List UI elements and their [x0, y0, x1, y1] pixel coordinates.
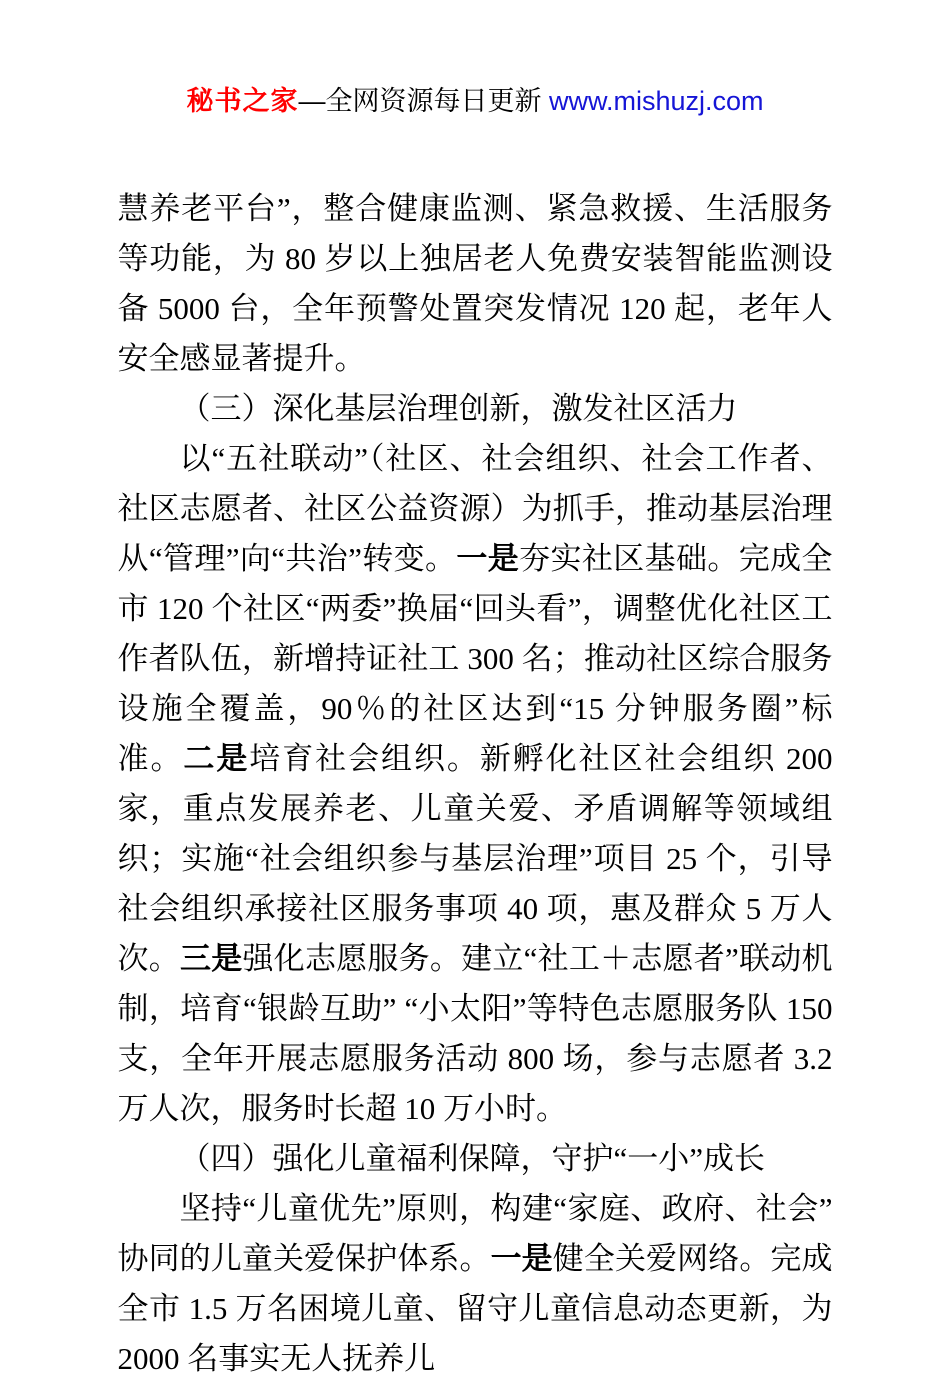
section-heading [118, 384, 833, 434]
emphasis-run: 二是 [183, 741, 250, 776]
text-run: 慧养老平台”，整合健康监测、紧急救援、生活服务等功能，为 80 岁以上独居老人免费安装智能监测设备 5000 台，全年预警处置突发情况 120 起，老年人安全感显著提升。 [117, 191, 833, 376]
text-run: 夯实社区基础。完成全市 120 个社区“两委”换届“回头看”，调整优化社区工作者队伍，新增持证社工 300 名；推动社区综合服务设施全覆盖，90％的社区达到“15 分钟服务圈”标准。 [117, 541, 833, 776]
text-run: （四）强化儿童福利保障，守护“一小”成长 [179, 1141, 766, 1176]
text-run: 健全关爱网络。完成全市 1.5 万名困境儿童、留守儿童信息动态更新，为 2000 名事实无人抚养儿 [117, 1241, 833, 1376]
section-heading [118, 1134, 833, 1184]
text-run: 强化志愿服务。建立“社工＋志愿者”联动机制，培育“银龄互助” “小太阳”等特色志愿服务队 150 支，全年开展志愿服务活动 800 场，参与志愿者 3.2 万人次，服务时长超 10 万小时。 [117, 941, 833, 1126]
site-url-link[interactable]: www.mishuzj.com [548, 86, 764, 116]
emphasis-run: 一是 [456, 541, 520, 576]
site-header [0, 0, 950, 120]
site-tagline: —全网资源每日更新 [298, 86, 549, 116]
text-run: （三）深化基层治理创新，激发社区活力 [179, 391, 738, 426]
body-paragraph [118, 1184, 833, 1384]
text-run: 培育社会组织。新孵化社区社会组织 200 家，重点发展养老、儿童关爱、矛盾调解等领域组织；实施“社会组织参与基层治理”项目 25 个，引导社会组织承接社区服务事项 40 项，惠及群众 5 万人次。 [117, 741, 833, 976]
text-run: 坚持“儿童优先”原则，构建“家庭、政府、社会”协同的儿童关爱保护体系。 [117, 1191, 833, 1276]
site-brand: 秘书之家 [186, 86, 299, 116]
body-paragraph [118, 434, 833, 1134]
emphasis-run: 一是 [490, 1241, 553, 1276]
text-run: 以“五社联动”（社区、社会组织、社会工作者、社区志愿者、社区公益资源）为抓手，推动基层治理从“管理”向“共治”转变。 [117, 441, 833, 576]
document-body [118, 184, 833, 1384]
emphasis-run: 三是 [179, 941, 243, 976]
body-paragraph [118, 184, 833, 384]
